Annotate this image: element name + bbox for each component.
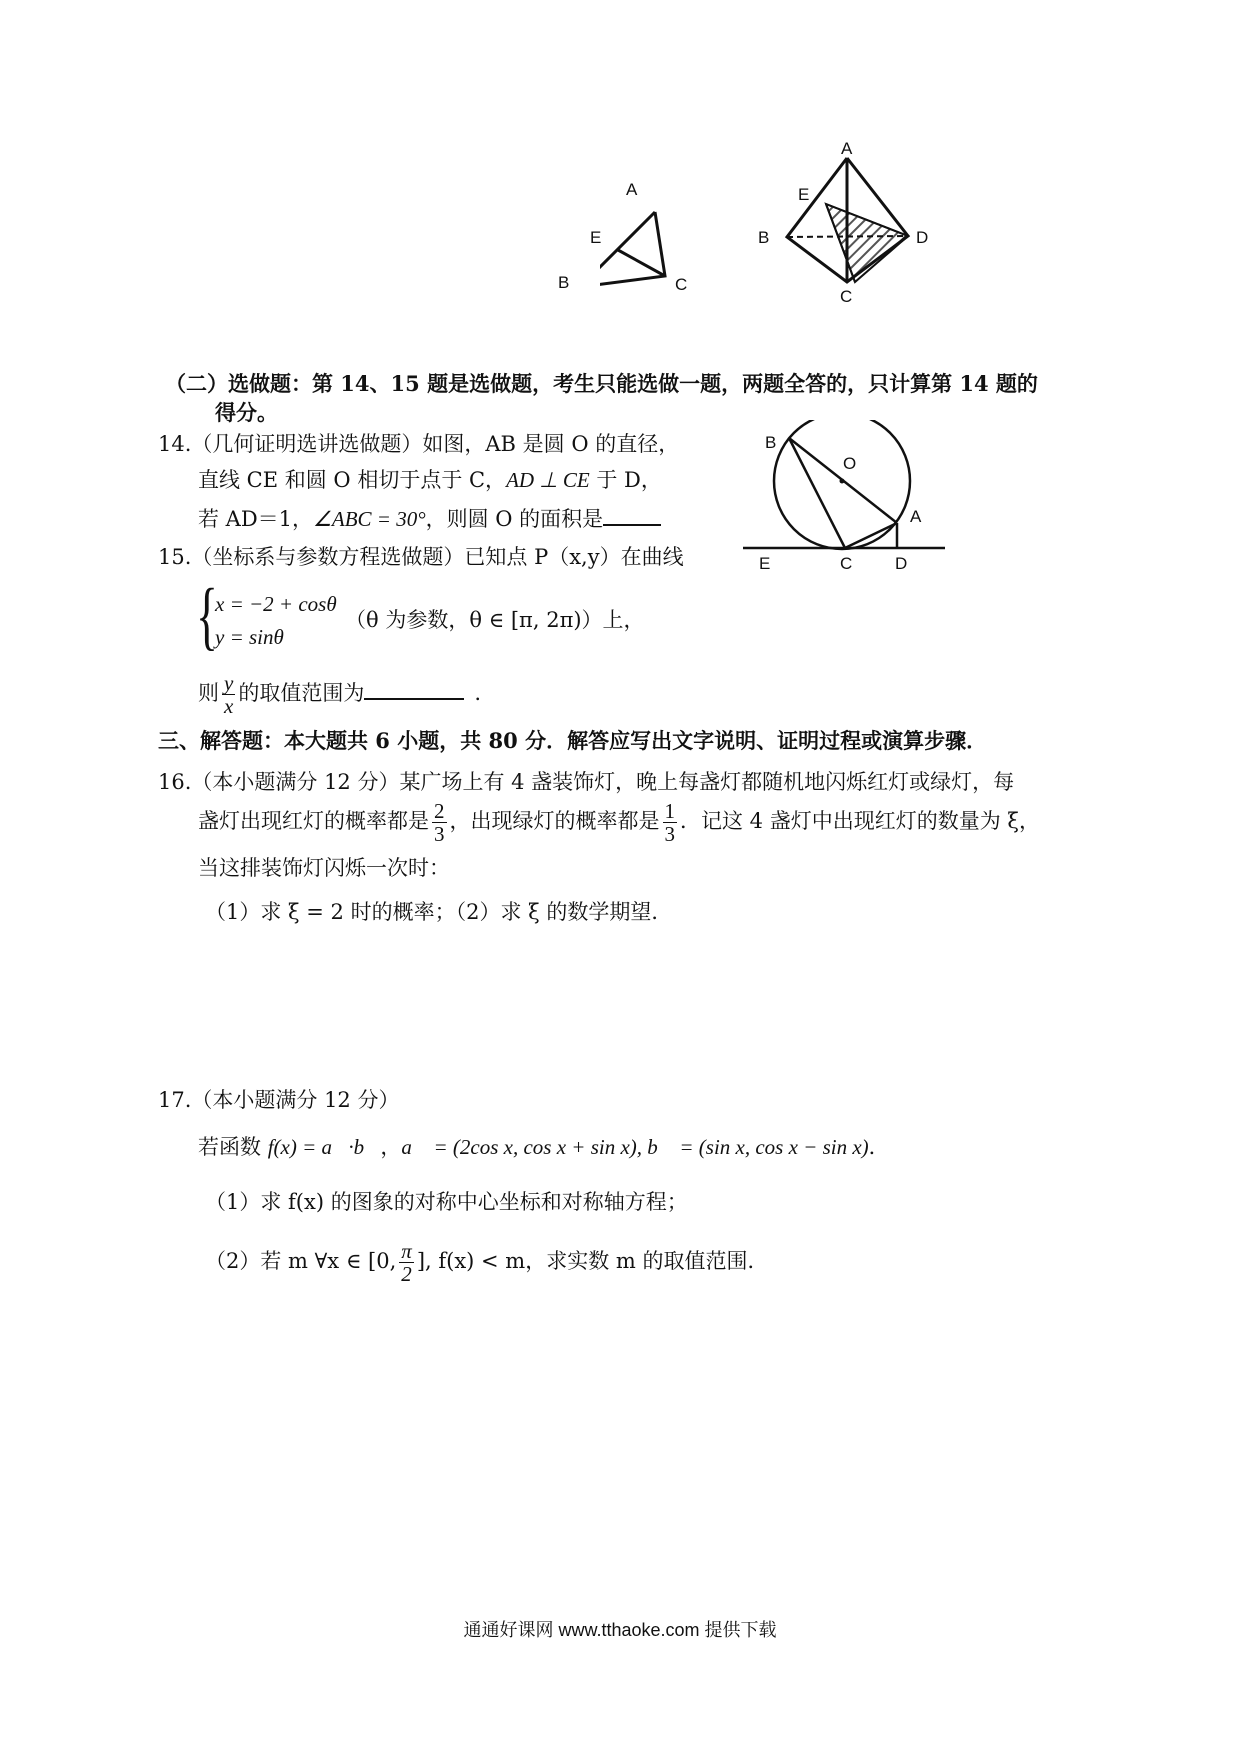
label-B: B xyxy=(765,433,777,452)
q15-line1: 15.（坐标系与参数方程选做题）已知点 P（x,y）在曲线 xyxy=(158,545,684,569)
q15-line3: 则 $\frac{y}{x}$ 的取值范围为 . xyxy=(198,671,482,719)
q16-line2: 盏灯出现红灯的概率都是 $\frac{2}{3}$ ，出现绿灯的概率都是 $\frac{1}{3}$ ．记这 4 盏灯中出现红灯的数量为 ξ， xyxy=(198,799,1040,847)
label-A: A xyxy=(910,507,922,526)
section-2-header: （二）选做题：第 14、15 题是选做题，考生只能选做一题，两题全答的，只计算第 14 题的 xyxy=(165,371,1038,396)
label-C: C xyxy=(840,287,853,306)
q17-line2: 若函数 f(x) = a⃗·b⃗，a⃗ = (2cos x, cos x + sin x), b⃗ = (sin x, cos x − sin x)． xyxy=(198,1135,890,1159)
figure-triangle-abc-labels xyxy=(540,170,740,310)
label-D: D xyxy=(895,554,908,573)
label-D: D xyxy=(916,228,929,247)
q17-line1: 17.（本小题满分 12 分） xyxy=(158,1088,400,1112)
label-B: B xyxy=(758,228,770,247)
label-A: A xyxy=(841,139,853,158)
label-E: E xyxy=(590,228,602,247)
q14-line2: 直线 CE 和圆 O 相切于点于 C，AD ⊥ CE 于 D， xyxy=(198,468,662,492)
q15-eq1: x = −2 + cosθ xyxy=(215,592,337,616)
q16-line3: 当这排装饰灯闪烁一次时： xyxy=(198,856,450,880)
label-E: E xyxy=(759,554,771,573)
label-C: C xyxy=(675,275,688,294)
answer-blank xyxy=(364,680,464,700)
q17-line4: （2）若 m ∀x ∈ [0, $\frac{\pi}{2}$ ], f(x) < m，求实数 m 的取值范围． xyxy=(205,1239,769,1287)
section-2-header-cont: 得分。 xyxy=(215,400,278,425)
q15-eq2: y = sinθ xyxy=(215,625,284,649)
label-E: E xyxy=(798,185,810,204)
label-A: A xyxy=(626,180,638,199)
q16-line4: （1）求 ξ = 2 时的概率；（2）求 ξ 的数学期望． xyxy=(205,900,673,924)
answer-blank xyxy=(603,506,661,526)
q16-line1: 16.（本小题满分 12 分）某广场上有 4 盏装饰灯，晚上每盏灯都随机地闪烁红灯或绿灯，每 xyxy=(158,770,1015,794)
label-O: O xyxy=(843,454,857,473)
footer-source: 通通好课网 www.tthaoke.com 提供下载 xyxy=(463,1620,777,1640)
label-B: B xyxy=(558,273,570,292)
brace-glyph: { xyxy=(196,574,218,658)
label-C: C xyxy=(840,554,853,573)
q17-line3: （1）求 f(x) 的图象的对称中心坐标和对称轴方程； xyxy=(205,1190,688,1214)
q14-line3: 若 AD＝1，∠ABC = 30°，则圆 O 的面积是 xyxy=(198,506,661,532)
figure-circle-tangent xyxy=(735,420,955,580)
q14-line1: 14.（几何证明选讲选做题）如图，AB 是圆 O 的直径， xyxy=(158,432,680,456)
figure-tetrahedron xyxy=(750,130,950,310)
q15-condition: （θ 为参数，θ ∈ [π, 2π)）上， xyxy=(345,608,645,632)
section-3-header: 三、解答题：本大题共 6 小题，共 80 分．解答应写出文字说明、证明过程或演算步骤． xyxy=(158,728,988,753)
